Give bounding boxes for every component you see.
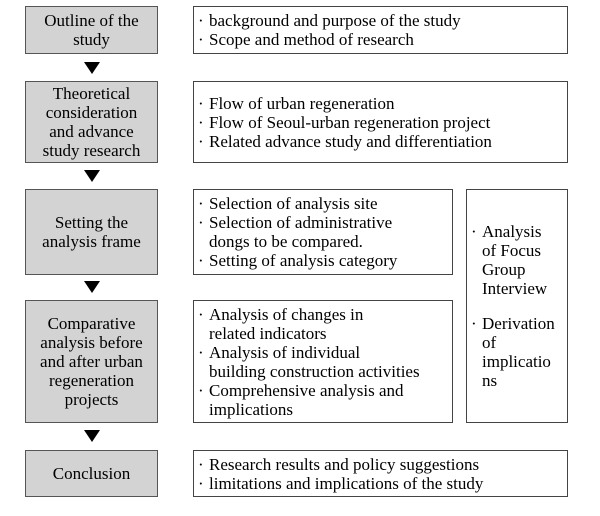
step-outline-line: study [73,30,110,49]
step-compare-line: and after urban [40,352,143,371]
step-conclusion [25,450,158,497]
side-text: Interview [482,279,548,298]
detail-outline [193,6,568,54]
bullet-icon: · [198,131,204,151]
step-theory [25,81,158,163]
detail-text: Flow of urban regeneration [209,93,395,113]
side-text: of Focus [482,241,542,260]
detail-text: related indicators [209,323,327,343]
detail-text: background and purpose of the study [209,11,461,30]
detail-item [198,30,567,49]
side-item [471,222,567,298]
detail-text: Analysis of changes in [209,304,364,324]
detail-item [198,132,567,151]
step-conclusion-line: Conclusion [52,464,131,483]
step-outline [25,6,158,54]
bullet-icon: · [198,11,204,30]
detail-text: Flow of Seoul-urban regeneration project [209,112,491,132]
detail-text: limitations and implications of the study [209,473,484,493]
side-panel [466,189,568,423]
detail-text: Analysis of individual [209,342,361,362]
bullet-icon: · [198,342,204,362]
detail-item [198,113,567,132]
detail-item [198,194,452,213]
step-theory-line: Theoretical [52,84,131,103]
step-compare-line: projects [64,390,119,409]
detail-text: implications [209,399,294,419]
bullet-icon: · [471,314,477,333]
detail-frame [193,189,453,275]
side-text: implicatio [482,352,551,371]
detail-text: Selection of analysis site [209,194,378,213]
detail-text: Selection of administrative [209,213,393,232]
arrow-down [84,170,100,182]
step-frame [25,189,158,275]
detail-text: building construction activities [209,361,420,381]
step-frame-line: analysis frame [42,232,141,251]
detail-text: Related advance study and differentiation [209,131,492,151]
step-compare-line: analysis before [40,333,143,352]
bullet-icon: · [198,251,204,270]
side-text: ns [482,371,498,390]
detail-text: dongs to be compared. [209,232,363,251]
side-text: Group [482,260,526,279]
detail-text: Comprehensive analysis and [209,380,404,400]
detail-text: Scope and method of research [209,30,414,49]
step-theory-line: study research [42,141,141,160]
step-compare [25,300,158,423]
bullet-icon: · [198,380,204,400]
detail-item [198,455,567,474]
bullet-icon: · [198,30,204,49]
detail-item [198,11,567,30]
step-outline-line: Outline of the [44,11,139,30]
detail-item [198,251,452,270]
side-text: Derivation [482,314,555,333]
detail-conclusion [193,450,568,497]
bullet-icon: · [198,213,204,232]
bullet-icon: · [198,194,204,213]
detail-item [198,213,452,251]
bullet-icon: · [198,112,204,132]
side-text: of [482,333,497,352]
bullet-icon: · [198,473,204,493]
step-theory-line: and advance [49,122,134,141]
bullet-icon: · [198,304,204,324]
detail-item [198,94,567,113]
arrow-down [84,281,100,293]
step-compare-line: regeneration [49,371,134,390]
step-frame-line: Setting the [54,213,129,232]
step-compare-line: Comparative [47,314,136,333]
arrow-down [84,62,100,74]
arrow-down [84,430,100,442]
detail-text: Research results and policy suggestions [209,454,480,474]
side-item [471,314,567,390]
side-text: Analysis [482,222,542,241]
detail-item [198,343,452,381]
detail-theory [193,81,568,163]
bullet-icon: · [471,222,477,241]
detail-text: Setting of analysis category [209,251,398,270]
bullet-icon: · [198,93,204,113]
detail-item [198,474,567,493]
detail-item [198,381,452,419]
detail-item [198,305,452,343]
bullet-icon: · [198,454,204,474]
step-theory-line: consideration [45,103,138,122]
detail-compare [193,300,453,423]
